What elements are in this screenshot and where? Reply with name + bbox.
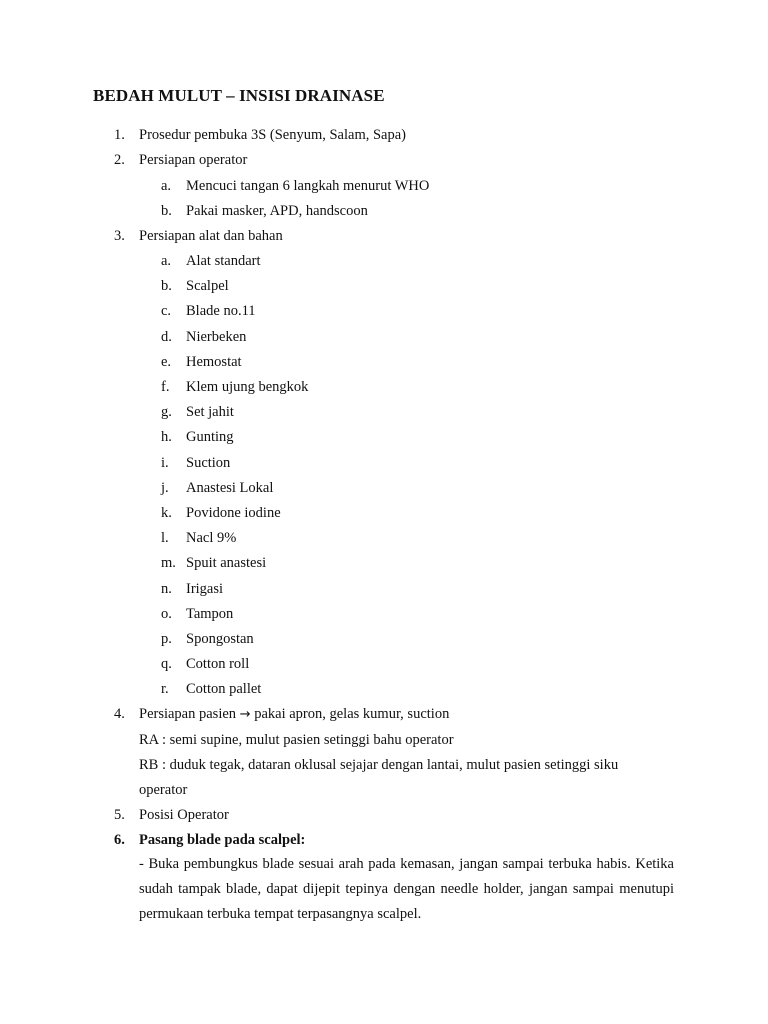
right-arrow-icon: →	[239, 707, 251, 722]
step-4-rb-line2: operator	[139, 782, 188, 798]
step-1-text: Prosedur pembuka 3S (Senyum, Salam, Sapa)	[139, 127, 407, 143]
step-4-ra: RA : semi supine, mulut pasien setinggi bahu operator	[139, 732, 454, 748]
step-2-number: 2.	[114, 152, 125, 168]
step-4-rb-line1: RB : duduk tegak, dataran oklusal sejajar dengan lantai, mulut pasien setinggi siku	[139, 757, 619, 773]
sub-item-text: Povidone iodine	[186, 505, 281, 521]
sub-item-text: Nierbeken	[186, 329, 247, 345]
sub-item-text: Spongostan	[186, 631, 254, 647]
sub-item-text: Mencuci tangan 6 langkah menurut WHO	[186, 178, 430, 194]
step-4-text-after: pakai apron, gelas kumur, suction	[254, 706, 450, 722]
sub-item-letter: l.	[161, 530, 169, 546]
sub-item-text: Nacl 9%	[186, 530, 237, 546]
sub-item-text: Cotton roll	[186, 656, 250, 672]
step-6-text: Pasang blade pada scalpel:	[139, 832, 306, 848]
sub-item-text: Scalpel	[186, 278, 229, 294]
sub-item-letter: h.	[161, 429, 172, 445]
step-3-number: 3.	[114, 228, 125, 244]
step-4-text	[139, 705, 449, 724]
sub-item-letter: n.	[161, 581, 172, 597]
sub-item-letter: p.	[161, 631, 172, 647]
sub-item-letter: k.	[161, 505, 172, 521]
sub-item-text: Anastesi Lokal	[186, 480, 274, 496]
sub-item-text: Irigasi	[186, 581, 224, 597]
step-1-number: 1.	[114, 127, 125, 143]
sub-item-letter: c.	[161, 303, 172, 319]
sub-item-text: Klem ujung bengkok	[186, 379, 309, 395]
sub-item-text: Suction	[186, 455, 231, 471]
step-5-number: 5.	[114, 807, 125, 823]
sub-item-letter: g.	[161, 404, 172, 420]
sub-item-letter: r.	[161, 681, 169, 697]
sub-item-text: Tampon	[186, 606, 234, 622]
document-title: BEDAH MULUT – INSISI DRAINASE	[93, 86, 385, 105]
sub-item-text: Gunting	[186, 429, 234, 445]
step-5-text: Posisi Operator	[139, 807, 229, 823]
step-4-text-before: Persiapan pasien	[139, 706, 237, 722]
sub-item-text: Hemostat	[186, 354, 242, 370]
sub-item-text: Set jahit	[186, 404, 234, 420]
sub-item-letter: a.	[161, 178, 172, 194]
step-2-text: Persiapan operator	[139, 152, 248, 168]
sub-item-text: Spuit anastesi	[186, 555, 267, 571]
sub-item-letter: m.	[161, 555, 176, 571]
sub-item-letter: a.	[161, 253, 172, 269]
sub-item-letter: f.	[161, 379, 170, 395]
sub-item-letter: j.	[161, 480, 169, 496]
sub-item-text: Pakai masker, APD, handscoon	[186, 203, 368, 219]
sub-item-letter: b.	[161, 278, 172, 294]
step-6-number: 6.	[114, 832, 125, 848]
sub-item-letter: d.	[161, 329, 172, 345]
sub-item-letter: i.	[161, 455, 169, 471]
sub-item-letter: o.	[161, 606, 172, 622]
sub-item-letter: q.	[161, 656, 172, 672]
sub-item-text: Cotton pallet	[186, 681, 262, 697]
step-6-paragraph: - Buka pembungkus blade sesuai arah pada kemasan, jangan sampai terbuka habis. Ketika sudah tampak blade, dapat dijepit tepinya dengan needle holder, jangan sampai menutupi permukaan terbuka tempat terpasangnya scalpel.	[139, 856, 674, 923]
sub-item-text: Blade no.11	[186, 303, 256, 319]
step-3-text: Persiapan alat dan bahan	[139, 228, 283, 244]
sub-item-text: Alat standart	[186, 253, 261, 269]
sub-item-letter: b.	[161, 203, 172, 219]
sub-item-letter: e.	[161, 354, 172, 370]
step-4-number: 4.	[114, 706, 125, 722]
